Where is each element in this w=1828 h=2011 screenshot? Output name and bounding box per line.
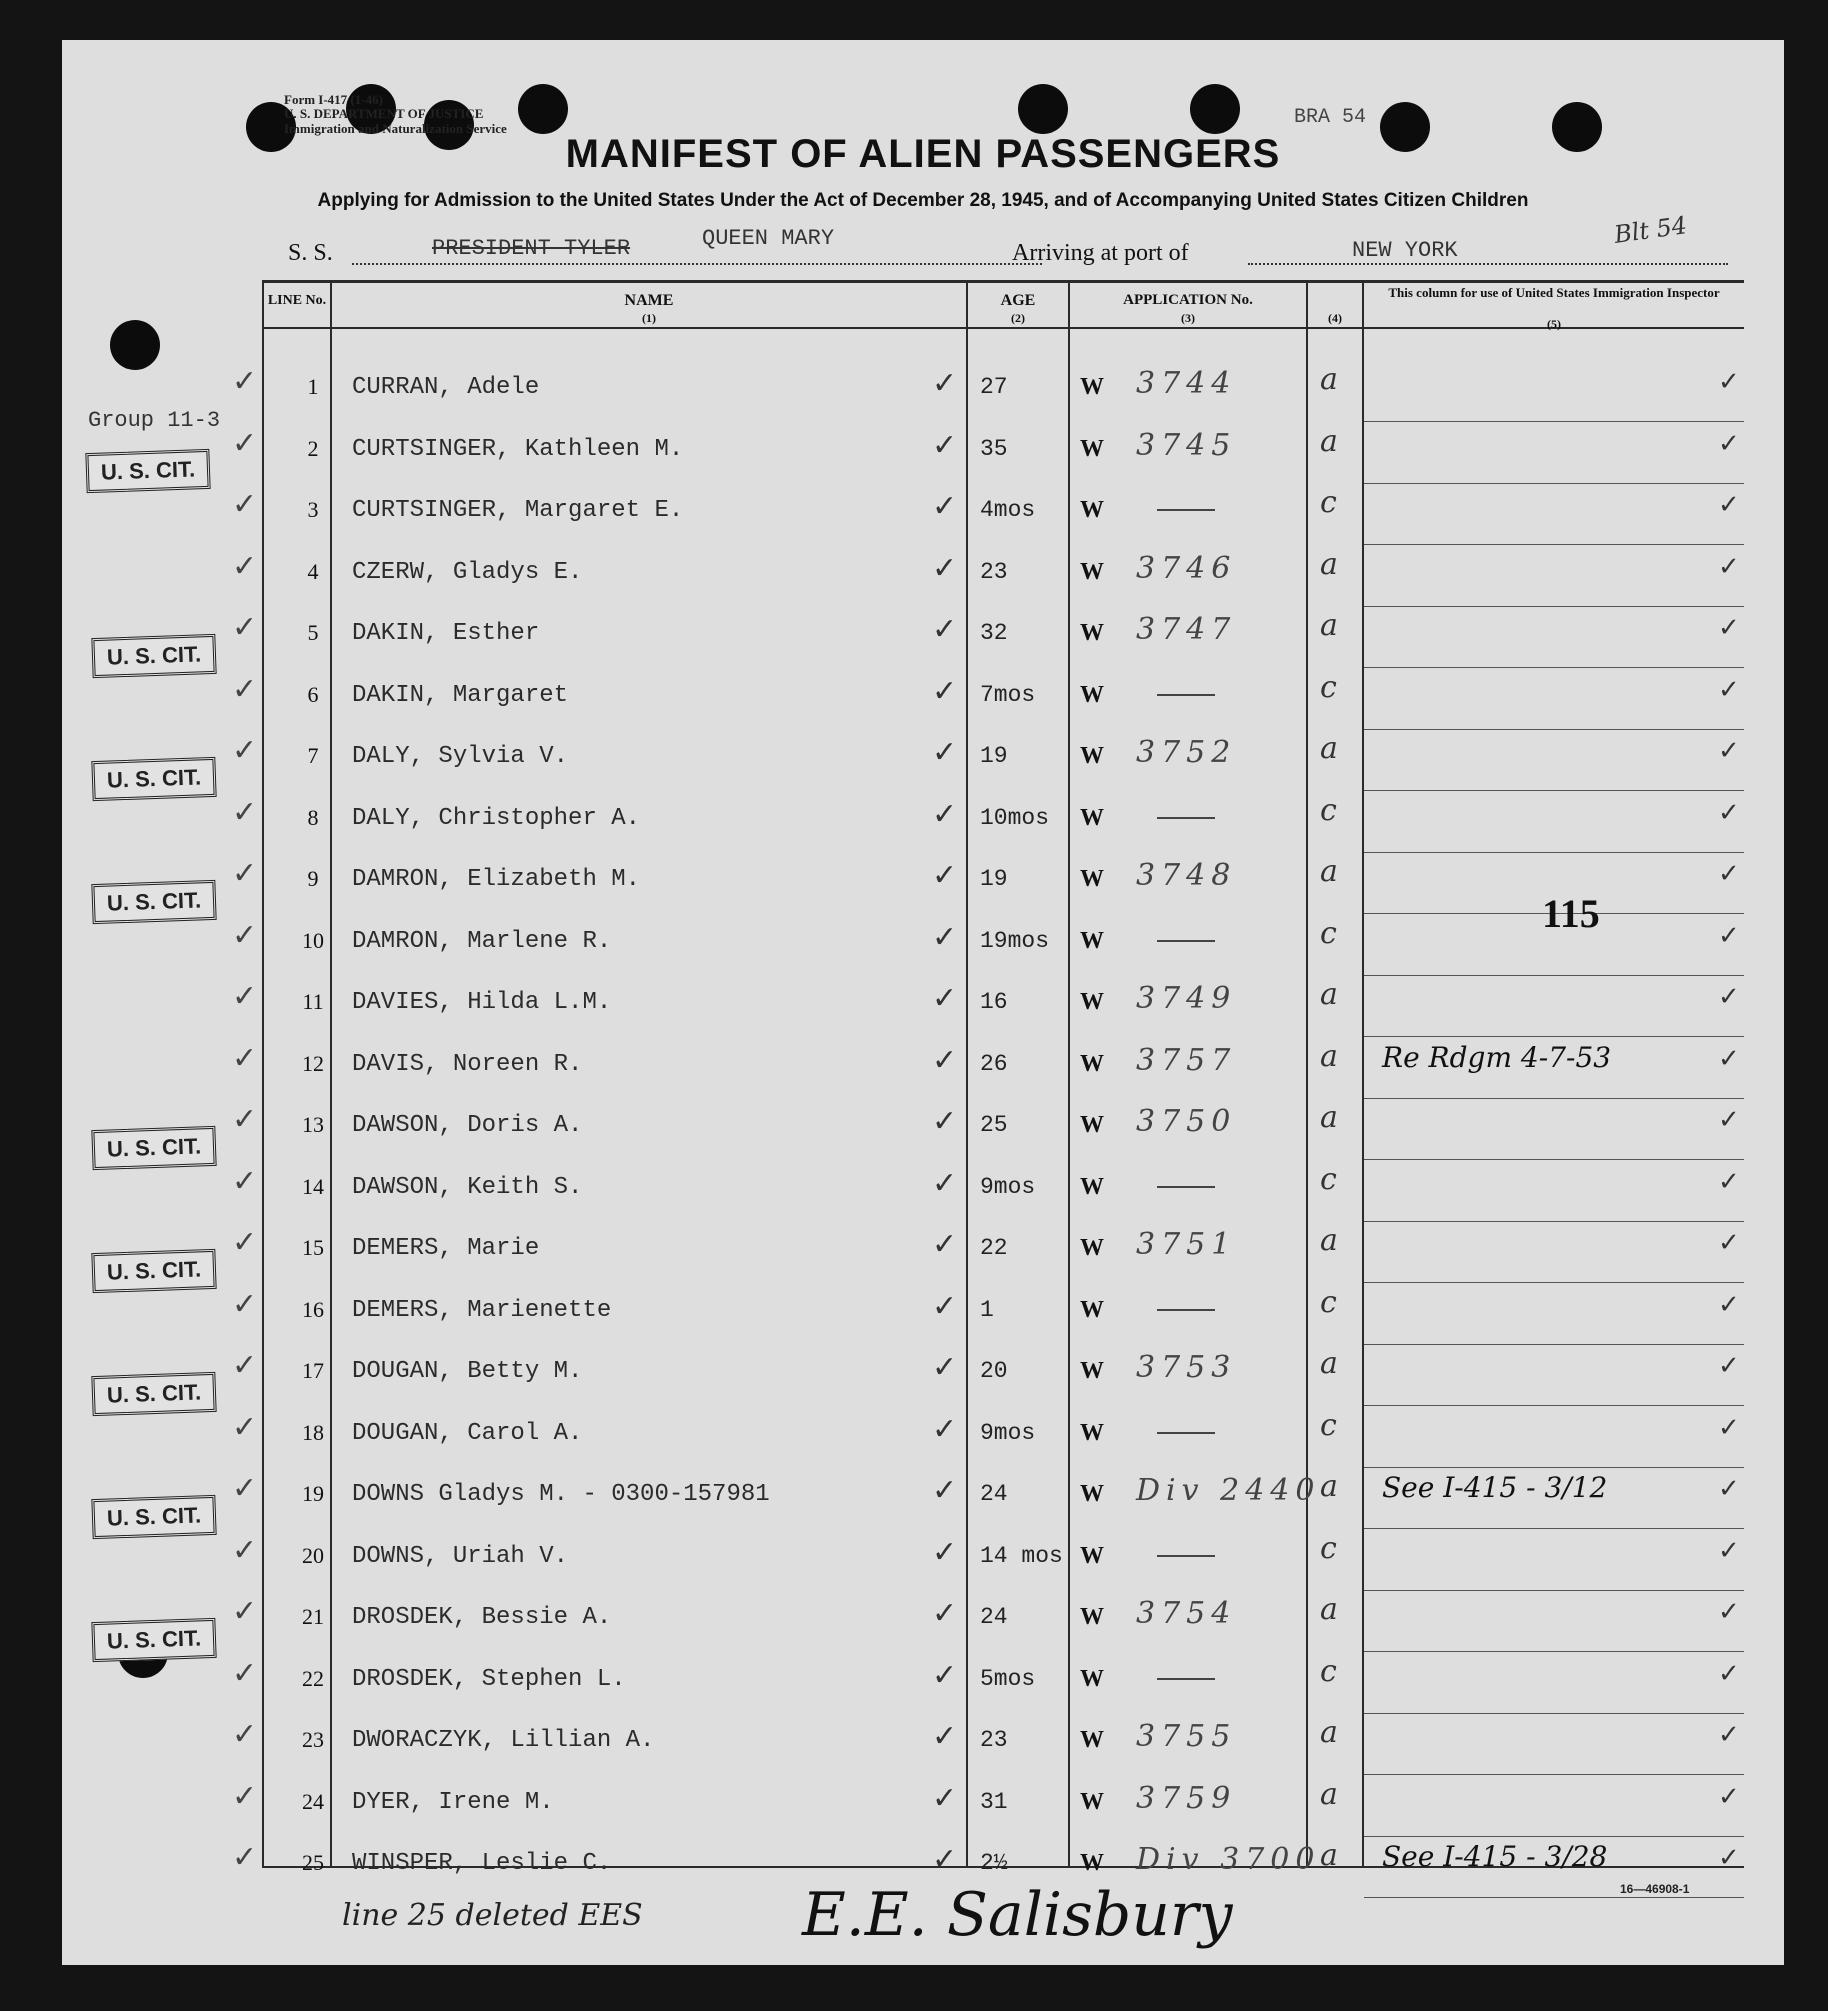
status-code: c: [1320, 1530, 1337, 1566]
check-icon: ✓: [232, 426, 258, 460]
class-mark: W: [1080, 927, 1104, 954]
table-row: [62, 1344, 1784, 1406]
passenger-age: 23: [980, 1727, 1008, 1753]
check-icon: ✓: [1718, 1473, 1740, 1503]
class-mark: W: [1080, 620, 1104, 646]
line-number: 8: [307, 804, 319, 830]
no-application-dash: [1157, 1678, 1215, 1680]
check-icon: ✓: [932, 1228, 958, 1261]
check-icon: ✓: [1718, 427, 1740, 458]
table-row: [62, 852, 1784, 914]
column-number: (5): [1547, 317, 1561, 331]
passenger-name: CURTSINGER, Margaret E.: [352, 497, 684, 524]
row-rule: [1364, 1897, 1744, 1898]
line-number: 23: [302, 1727, 324, 1752]
check-icon: ✓: [932, 490, 958, 523]
check-icon: ✓: [1718, 735, 1740, 765]
check-icon: ✓: [232, 1595, 258, 1628]
status-code: a: [1320, 1223, 1338, 1258]
line-number: 21: [302, 1604, 324, 1629]
passenger-name: DAVIS, Noreen R.: [352, 1050, 583, 1078]
status-code: c: [1320, 1407, 1337, 1443]
table-row: [62, 1098, 1784, 1160]
status-code: a: [1320, 1346, 1338, 1381]
us-citizen-stamp: U. S. CIT.: [91, 1371, 216, 1415]
status-code: a: [1320, 854, 1338, 889]
passenger-name: DROSDEK, Stephen L.: [352, 1665, 626, 1693]
status-code: a: [1320, 731, 1338, 766]
ship-dotted-line: [352, 262, 1042, 265]
status-code: a: [1320, 977, 1338, 1012]
column-header-age: AGE: [1000, 292, 1036, 309]
application-number: 3754: [1136, 1596, 1237, 1631]
group-label: Group 11-3: [88, 408, 221, 433]
us-citizen-stamp: U. S. CIT.: [91, 1248, 216, 1292]
line-number: 10: [302, 927, 324, 953]
passenger-name: DALY, Sylvia V.: [352, 743, 569, 770]
status-code: c: [1320, 1284, 1337, 1320]
passenger-age: 19: [980, 866, 1008, 892]
punch-hole: [1190, 84, 1240, 134]
line-number: 9: [307, 866, 319, 891]
check-icon: ✓: [232, 1226, 258, 1259]
class-mark: W: [1080, 1850, 1104, 1876]
application-number: 3749: [1136, 981, 1237, 1016]
check-icon: ✓: [232, 1656, 258, 1690]
check-icon: ✓: [1718, 1411, 1740, 1442]
table-row: [62, 1221, 1784, 1283]
ship-name-struck: PRESIDENT TYLER: [432, 236, 631, 261]
check-icon: ✓: [232, 1164, 258, 1198]
passenger-name: DAMRON, Marlene R.: [352, 927, 612, 955]
class-mark: W: [1080, 1173, 1104, 1200]
check-icon: ✓: [232, 488, 258, 521]
no-application-dash: [1157, 1555, 1215, 1557]
application-number: 3747: [1136, 612, 1237, 647]
check-icon: ✓: [932, 1781, 958, 1815]
status-code: c: [1320, 1161, 1337, 1197]
check-icon: ✓: [1718, 858, 1740, 888]
check-icon: ✓: [232, 1841, 258, 1874]
column-header-name: NAME: [624, 292, 674, 309]
passenger-age: 16: [980, 989, 1008, 1015]
class-mark: W: [1080, 374, 1104, 400]
passenger-name: DAKIN, Margaret: [352, 681, 569, 709]
passenger-age: 1: [980, 1296, 994, 1323]
check-icon: ✓: [232, 1103, 258, 1136]
column-header-inspector: This column for use of United States Immigration Inspector: [1388, 285, 1720, 300]
check-icon: ✓: [932, 674, 958, 708]
table-row: [62, 1467, 1784, 1529]
passenger-age: 19mos: [980, 927, 1050, 954]
status-code: a: [1320, 1469, 1338, 1504]
line-number: 20: [302, 1542, 324, 1568]
application-number: 3753: [1136, 1350, 1237, 1385]
application-number: 3752: [1136, 735, 1237, 770]
check-icon: ✓: [932, 1658, 958, 1692]
line-number: 2: [307, 435, 319, 461]
line-number: 5: [307, 620, 319, 645]
table-row: [62, 360, 1784, 422]
form-number: Form I-417 (1-46): [284, 92, 383, 107]
status-code: c: [1320, 485, 1337, 520]
check-icon: ✓: [232, 1349, 258, 1382]
table-row: [62, 914, 1784, 976]
no-application-dash: [1157, 940, 1215, 942]
class-mark: W: [1080, 1112, 1104, 1138]
total-count: 115: [1542, 891, 1600, 936]
deletion-note: line 25 deleted EES: [342, 1898, 643, 1933]
application-number: 3746: [1136, 550, 1237, 586]
port-dotted-line: [1248, 262, 1728, 265]
check-icon: ✓: [1718, 1780, 1740, 1811]
check-icon: ✓: [932, 1043, 958, 1077]
application-number: 3759: [1136, 1780, 1237, 1816]
column-number: (2): [1011, 311, 1025, 325]
passenger-name: DAWSON, Keith S.: [352, 1173, 583, 1201]
check-icon: ✓: [232, 795, 258, 829]
class-mark: W: [1080, 1481, 1104, 1507]
table-row: [62, 1160, 1784, 1222]
class-mark: W: [1080, 1358, 1104, 1384]
passenger-age: 7mos: [980, 681, 1036, 708]
status-code: a: [1320, 1592, 1338, 1627]
check-icon: ✓: [232, 1533, 258, 1567]
check-icon: ✓: [232, 857, 258, 890]
status-code: a: [1320, 362, 1338, 397]
class-mark: W: [1080, 743, 1104, 769]
check-icon: ✓: [1718, 1288, 1740, 1319]
passenger-age: 2½: [980, 1850, 1008, 1876]
passenger-age: 9mos: [980, 1419, 1036, 1446]
class-mark: W: [1080, 558, 1104, 585]
status-code: a: [1320, 1776, 1338, 1812]
table-row: [62, 729, 1784, 791]
table-row: [62, 1775, 1784, 1837]
table-row: [62, 606, 1784, 668]
passenger-age: 10mos: [980, 804, 1050, 831]
line-number: 16: [302, 1296, 324, 1322]
check-icon: ✓: [1718, 1596, 1740, 1626]
class-mark: W: [1080, 804, 1104, 831]
passenger-age: 32: [980, 620, 1008, 646]
page-subtitle: Applying for Admission to the United States Under the Act of December 28, 1945, and of Accompanying United States Citizen Children: [317, 190, 1529, 211]
check-icon: ✓: [232, 1718, 258, 1751]
passenger-name: DROSDEK, Bessie A.: [352, 1604, 612, 1631]
class-mark: W: [1080, 866, 1104, 892]
check-icon: ✓: [932, 551, 958, 585]
status-code: c: [1320, 792, 1337, 828]
no-application-dash: [1157, 1309, 1215, 1311]
check-icon: ✓: [1718, 1165, 1740, 1196]
check-icon: ✓: [232, 1779, 258, 1813]
check-icon: ✓: [1718, 1350, 1740, 1380]
inspector-note: See I-415 - 3/28: [1382, 1840, 1608, 1873]
table-row: [62, 545, 1784, 607]
passenger-name: CURRAN, Adele: [352, 374, 540, 401]
passenger-name: DAWSON, Doris A.: [352, 1112, 583, 1139]
passenger-name: DAKIN, Esther: [352, 620, 540, 647]
check-icon: ✓: [232, 1472, 258, 1505]
passenger-age: 27: [980, 374, 1008, 400]
us-citizen-stamp: U. S. CIT.: [91, 1494, 216, 1538]
check-icon: ✓: [932, 797, 958, 831]
check-icon: ✓: [932, 367, 958, 400]
us-citizen-stamp: U. S. CIT.: [91, 1617, 216, 1661]
column-number: (1): [642, 311, 656, 325]
passenger-name: DAVIES, Hilda L.M.: [352, 989, 612, 1016]
passenger-age: 23: [980, 558, 1008, 585]
line-number: 19: [302, 1481, 324, 1506]
class-mark: W: [1080, 1727, 1104, 1753]
application-number: 3751: [1136, 1227, 1237, 1262]
passenger-name: DEMERS, Marie: [352, 1235, 540, 1262]
line-number: 18: [302, 1419, 324, 1445]
application-number: 3750: [1136, 1104, 1237, 1139]
check-icon: ✓: [932, 1412, 958, 1446]
status-code: a: [1320, 1838, 1338, 1873]
check-icon: ✓: [932, 859, 958, 892]
application-number: 3744: [1136, 366, 1237, 401]
check-icon: ✓: [1718, 796, 1740, 827]
table-row: [62, 1590, 1784, 1652]
check-icon: ✓: [1718, 489, 1740, 519]
check-icon: ✓: [932, 1166, 958, 1200]
column-number: (4): [1328, 311, 1342, 325]
check-icon: ✓: [232, 1410, 258, 1444]
line-number: 24: [302, 1788, 324, 1814]
line-number: 22: [302, 1665, 324, 1691]
passenger-name: DOUGAN, Carol A.: [352, 1419, 583, 1447]
check-icon: ✓: [232, 365, 258, 398]
status-code: a: [1320, 1715, 1338, 1750]
check-icon: ✓: [232, 549, 258, 583]
passenger-name: DEMERS, Marienette: [352, 1296, 612, 1324]
line-number: 13: [302, 1112, 324, 1137]
check-icon: ✓: [1718, 1657, 1740, 1688]
application-number: 3757: [1136, 1042, 1237, 1078]
form-code: 16—46908-1: [1620, 1882, 1690, 1896]
check-icon: ✓: [932, 1535, 958, 1569]
status-code: c: [1320, 1653, 1337, 1689]
passenger-name: DWORACZYK, Lillian A.: [352, 1727, 655, 1754]
line-number: 15: [302, 1235, 324, 1260]
status-code: a: [1320, 1100, 1338, 1135]
table-row: [62, 975, 1784, 1037]
check-icon: ✓: [1718, 366, 1740, 396]
punch-hole: [1018, 84, 1068, 134]
passenger-name: WINSPER, Leslie C.: [352, 1850, 612, 1877]
class-mark: W: [1080, 1419, 1104, 1446]
class-mark: W: [1080, 1788, 1104, 1815]
check-icon: ✓: [1718, 550, 1740, 581]
no-application-dash: [1157, 694, 1215, 696]
check-icon: ✓: [232, 672, 258, 706]
line-number: 25: [302, 1850, 324, 1875]
status-code: a: [1320, 423, 1338, 459]
no-application-dash: [1157, 817, 1215, 819]
class-mark: W: [1080, 989, 1104, 1015]
check-icon: ✓: [232, 918, 258, 952]
table-row: [62, 1652, 1784, 1714]
check-icon: ✓: [232, 980, 258, 1013]
status-code: c: [1320, 915, 1337, 951]
passenger-age: 26: [980, 1050, 1008, 1077]
column-number: (3): [1181, 311, 1195, 325]
passenger-name: CURTSINGER, Kathleen M.: [352, 435, 684, 463]
table-row: [62, 483, 1784, 545]
check-icon: ✓: [1718, 981, 1740, 1011]
class-mark: W: [1080, 1235, 1104, 1261]
check-icon: ✓: [932, 428, 958, 462]
application-number: Div 3700: [1136, 1842, 1321, 1877]
line-number: 7: [307, 743, 319, 768]
class-mark: W: [1080, 1296, 1104, 1323]
check-icon: ✓: [932, 736, 958, 769]
check-icon: ✓: [232, 611, 258, 644]
file-reference: BRA 54: [1294, 106, 1367, 129]
check-icon: ✓: [1718, 1719, 1740, 1749]
table-row: [62, 668, 1784, 730]
inspector-signature: E.E. Salisbury: [802, 1880, 1233, 1950]
passenger-age: 5mos: [980, 1665, 1036, 1692]
table-row: [62, 1283, 1784, 1345]
status-code: a: [1320, 1038, 1338, 1074]
table-row: [62, 1529, 1784, 1591]
passenger-name: DYER, Irene M.: [352, 1788, 554, 1816]
passenger-age: 31: [980, 1788, 1008, 1815]
passenger-age: 35: [980, 435, 1008, 462]
class-mark: W: [1080, 1665, 1104, 1692]
check-icon: ✓: [932, 1597, 958, 1630]
no-application-dash: [1157, 1432, 1215, 1434]
passenger-age: 9mos: [980, 1173, 1036, 1200]
check-icon: ✓: [932, 1474, 958, 1507]
line-number: 3: [307, 497, 319, 522]
passenger-age: 20: [980, 1358, 1008, 1384]
check-icon: ✓: [932, 982, 958, 1015]
check-icon: ✓: [932, 1289, 958, 1323]
passenger-name: DOWNS, Uriah V.: [352, 1542, 569, 1570]
line-number: 14: [302, 1173, 324, 1199]
class-mark: W: [1080, 435, 1104, 462]
us-citizen-stamp: U. S. CIT.: [91, 1125, 216, 1169]
check-icon: ✓: [1718, 1042, 1740, 1073]
status-code: a: [1320, 546, 1338, 582]
application-number: Div 2440: [1136, 1473, 1321, 1508]
port-name: NEW YORK: [1352, 238, 1458, 263]
corner-note: Blt 54: [1612, 211, 1689, 249]
application-number: 3755: [1136, 1719, 1237, 1754]
passenger-name: CZERW, Gladys E.: [352, 558, 583, 586]
column-header-line: LINE No.: [267, 293, 327, 308]
check-icon: ✓: [932, 613, 958, 646]
check-icon: ✓: [1718, 673, 1740, 704]
line-number: 12: [302, 1050, 324, 1076]
inspector-note: Re Rdgm 4-7-53: [1382, 1040, 1612, 1074]
passenger-age: 19: [980, 743, 1008, 769]
check-icon: ✓: [232, 734, 258, 767]
class-mark: W: [1080, 1542, 1104, 1569]
class-mark: W: [1080, 1604, 1104, 1630]
check-icon: ✓: [232, 1041, 258, 1075]
passenger-name: DOWNS Gladys M. - 0300-157981: [352, 1481, 770, 1508]
application-number: 3745: [1136, 427, 1237, 463]
ss-label: S. S.: [288, 240, 333, 266]
check-icon: ✓: [932, 1720, 958, 1753]
column-header-application: APPLICATION No.: [1123, 292, 1253, 308]
passenger-age: 25: [980, 1112, 1008, 1138]
line-number: 17: [302, 1358, 324, 1383]
check-icon: ✓: [1718, 1227, 1740, 1257]
passenger-name: DALY, Christopher A.: [352, 804, 641, 832]
passenger-name: DAMRON, Elizabeth M.: [352, 866, 641, 893]
passenger-age: 22: [980, 1235, 1008, 1261]
check-icon: ✓: [932, 1843, 958, 1876]
line-number: 11: [302, 989, 324, 1014]
us-citizen-stamp: U. S. CIT.: [91, 633, 216, 677]
no-application-dash: [1157, 1186, 1215, 1188]
table-row: [62, 1713, 1784, 1775]
check-icon: ✓: [1718, 1842, 1740, 1872]
ship-name: QUEEN MARY: [702, 226, 835, 251]
line-number: 6: [307, 681, 319, 707]
us-citizen-stamp: U. S. CIT.: [91, 756, 216, 800]
table-row: [62, 1037, 1784, 1099]
class-mark: W: [1080, 681, 1104, 708]
manifest-page: [62, 40, 1784, 1965]
table-row: [62, 1406, 1784, 1468]
class-mark: W: [1080, 1050, 1104, 1077]
check-icon: ✓: [932, 1351, 958, 1384]
line-number: 4: [307, 558, 319, 584]
check-icon: ✓: [1718, 612, 1740, 642]
port-label: Arriving at port of: [1012, 240, 1189, 266]
passenger-age: 24: [980, 1481, 1008, 1507]
passenger-age: 14 mos: [980, 1542, 1063, 1569]
line-number: 1: [307, 374, 319, 399]
status-code: c: [1320, 669, 1337, 705]
no-application-dash: [1157, 509, 1215, 511]
check-icon: ✓: [232, 1287, 258, 1321]
us-citizen-stamp: U. S. CIT.: [91, 879, 216, 923]
passenger-age: 4mos: [980, 497, 1036, 523]
check-icon: ✓: [1718, 1534, 1740, 1565]
class-mark: W: [1080, 497, 1104, 523]
check-icon: ✓: [932, 920, 958, 954]
application-number: 3748: [1136, 858, 1237, 893]
inspector-note: See I-415 - 3/12: [1382, 1471, 1608, 1504]
check-icon: ✓: [932, 1105, 958, 1138]
page-title: MANIFEST OF ALIEN PASSENGERS: [565, 132, 1281, 176]
passenger-age: 24: [980, 1604, 1008, 1630]
check-icon: ✓: [1718, 1104, 1740, 1134]
table-top-rule: [262, 280, 1744, 283]
table-row: [62, 791, 1784, 853]
table-row: [62, 422, 1784, 484]
status-code: a: [1320, 608, 1338, 643]
passenger-name: DOUGAN, Betty M.: [352, 1358, 583, 1385]
check-icon: ✓: [1718, 919, 1740, 950]
department-heading: U. S. DEPARTMENT OF JUSTICE Immigration and Naturalization Service: [284, 106, 507, 136]
us-citizen-stamp: U. S. CIT.: [85, 449, 210, 493]
